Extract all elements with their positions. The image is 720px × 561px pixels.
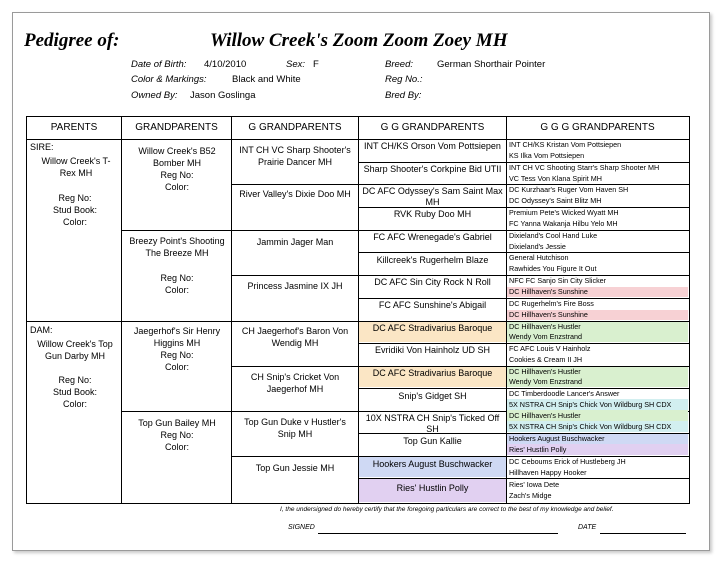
gg-grandparent-13: 10X NSTRA CH Snip's Ticked Off SH [365,413,500,434]
ggg-grandparent-9: Dixieland's Cool Hand Luke [509,231,598,240]
ggg-grandparent-10: Dixieland's Jessie [509,242,566,251]
dam-reg-no: Reg No: [58,375,92,385]
grandparent-4-reg: Reg No: [160,430,194,440]
ggg-grandparent-3: INT CH VC Shooting Starr's Sharp Shooter MH [509,163,660,172]
grandparent-4: Top Gun Bailey MH [138,418,216,428]
owner-value: Jason Goslinga [190,90,256,101]
grandparent-2-reg: Reg No: [160,273,194,283]
grandparent-3: Jaegerhof's Sir Henry Higgins MH [133,326,221,348]
gg-grandparent-4: RVK Ruby Doo MH [393,209,472,219]
grandparent-2-color: Color: [164,285,189,295]
dob-label: Date of Birth: [131,59,187,70]
grandparent-3-reg: Reg No: [160,350,194,360]
g-grandparent-3: Jammin Jager Man [256,237,334,247]
grandparent-1: Willow Creek's B52 Bomber MH [138,146,216,168]
ggg-grandparent-28: Ries' Hustlin Polly [507,445,688,455]
signed-label: SIGNED [288,524,315,531]
sex-label: Sex: [286,59,306,70]
date-line[interactable] [600,533,686,534]
g-grandparent-4: Princess Jasmine IX JH [247,281,343,291]
ggg-grandparent-6: DC Odyssey's Saint Blitz MH [509,196,602,205]
ggg-grandparent-13: NFC FC Sanjo Sin City Slicker [509,276,607,285]
ggg-grandparent-30: Hillhaven Happy Hooker [509,468,587,477]
grandparent-1-color: Color: [164,182,189,192]
dam-stud-book: Stud Book: [52,387,98,397]
grandparent-4-color: Color: [164,442,189,452]
g-grandparent-1: INT CH VC Sharp Shooter's Prairie Dancer MH [239,145,351,167]
gg-grandparent-2: Sharp Shooter's Corkpine Bid UTII [363,164,502,174]
gg-grandparent-15: Hookers August Buschwacker [372,459,493,469]
sire-name: Willow Creek's T-Rex MH [41,156,111,178]
g-grandparent-6: CH Snip's Cricket Von Jaegerhof MH [250,372,340,394]
col-header-parents: PARENTS [50,122,98,133]
dam-tag: DAM: [30,325,53,335]
sire-stud-book: Stud Book: [52,205,98,215]
gg-grandparent-6: Killcreek's Rugerhelm Blaze [376,255,489,265]
ggg-grandparent-31: Ries' Iowa Dete [509,480,560,489]
date-label: DATE [578,524,597,531]
col-header-gg-grandparents: G G GRANDPARENTS [380,122,485,133]
g-grandparent-5: CH Jaegerhof's Baron Von Wendig MH [241,326,349,348]
ggg-grandparent-16: DC Hillhaven's Sunshine [507,310,688,320]
ggg-grandparent-32: Zach's Midge [509,491,552,500]
color-label: Color & Markings: [131,74,207,85]
ggg-grandparent-23: DC Timberdoodle Lancer's Answer [509,389,620,398]
ggg-grandparent-22: Wendy Vom Enzstrand [507,377,688,387]
grandparent-3-color: Color: [164,362,189,372]
ggg-grandparent-25: DC Hillhaven's Hustler [507,411,688,421]
ggg-grandparent-26: 5X NSTRA CH Snip's Chick Von Wildburg SH CDX [507,422,688,432]
sex-value: F [313,59,319,70]
gg-grandparent-9: DC AFC Stradivarius Baroque [372,323,493,333]
ggg-grandparent-14: DC Hillhaven's Sunshine [507,287,688,297]
regno-label: Reg No.: [385,74,423,85]
grandparent-2: Breezy Point's Shooting The Breeze MH [129,236,225,258]
ggg-grandparent-21: DC Hillhaven's Hustler [507,367,688,377]
ggg-grandparent-12: Rawhides You Figure It Out [509,264,597,273]
ggg-grandparent-1: INT CH/KS Kristan Vom Pottsiepen [509,140,622,149]
ggg-grandparent-20: Cookies & Cream II JH [509,355,583,364]
gg-grandparent-12: Snip's Gidget SH [398,391,467,401]
breed-value: German Shorthair Pointer [437,59,546,70]
dob-value: 4/10/2010 [204,59,247,70]
gg-grandparent-1: INT CH/KS Orson Vom Pottsiepen [364,141,501,151]
ggg-grandparent-18: Wendy Vom Enzstrand [507,332,688,342]
gg-grandparent-7: DC AFC Sin City Rock N Roll [374,277,491,287]
ggg-grandparent-7: Premium Pete's Wicked Wyatt MH [509,208,619,217]
gg-grandparent-11: DC AFC Stradivarius Baroque [372,368,493,378]
ggg-grandparent-8: FC Yanna Wakanja Hilbu Yelo MH [509,219,618,228]
color-value: Black and White [232,74,301,85]
ggg-grandparent-2: KS Ilka Vom Pottsiepen [509,151,585,160]
bredby-label: Bred By: [385,90,422,101]
g-grandparent-7: Top Gun Duke v Hustler's Snip MH [244,417,346,439]
certification-text: I, the undersigned do hereby certify that the foregoing particulars are correct to the best of my knowledge and belief. [280,506,614,513]
col-header-grandparents: GRANDPARENTS [135,122,218,133]
dog-name: Willow Creek's Zoom Zoom Zoey MH [210,30,508,51]
ggg-grandparent-19: FC AFC Louis V Hainholz [509,344,591,353]
breed-label: Breed: [385,59,413,70]
ggg-grandparent-15: DC Rugerhelm's Fire Boss [509,299,594,308]
gg-grandparent-8: FC AFC Sunshine's Abigail [378,300,487,310]
sire-tag: SIRE: [30,142,54,152]
signature-line[interactable] [318,533,558,534]
col-header-ggg-grandparents: G G G GRANDPARENTS [540,122,655,133]
gg-grandparent-5: FC AFC Wrenegade's Gabriel [373,232,492,242]
grandparent-1-reg: Reg No: [160,170,194,180]
sire-color: Color: [62,217,87,227]
gg-grandparent-14: Top Gun Kallie [403,436,462,446]
ggg-grandparent-17: DC Hillhaven's Hustler [507,322,688,332]
gg-grandparent-16: Ries' Hustlin Polly [396,483,469,493]
ggg-grandparent-5: DC Kurzhaar's Ruger Vom Haven SH [509,185,629,194]
g-grandparent-2: River Valley's Dixie Doo MH [239,189,351,199]
g-grandparent-8: Top Gun Jessie MH [255,463,335,473]
dam-name: Willow Creek's Top Gun Darby MH [37,339,113,361]
sire-reg-no: Reg No: [58,193,92,203]
col-header-g-grandparents: G GRANDPARENTS [248,122,342,133]
pedigree-label: Pedigree of: [24,30,120,51]
ggg-grandparent-27: Hookers August Buschwacker [507,434,688,444]
ggg-grandparent-24: 5X NSTRA CH Snip's Chick Von Wildburg SH CDX [507,400,688,410]
ggg-grandparent-11: General Hutchison [509,253,569,262]
owner-label: Owned By: [131,90,178,101]
ggg-grandparent-4: VC Tess Von Klana Spirit MH [509,174,602,183]
dam-color: Color: [62,399,87,409]
pedigree-table [26,116,690,504]
ggg-grandparent-29: DC Ceboums Erick of Hustleberg JH [509,457,626,466]
gg-grandparent-3: DC AFC Odyssey's Sam Saint Max MH [362,186,503,207]
gg-grandparent-10: Evridiki Von Hainholz UD SH [374,345,491,355]
